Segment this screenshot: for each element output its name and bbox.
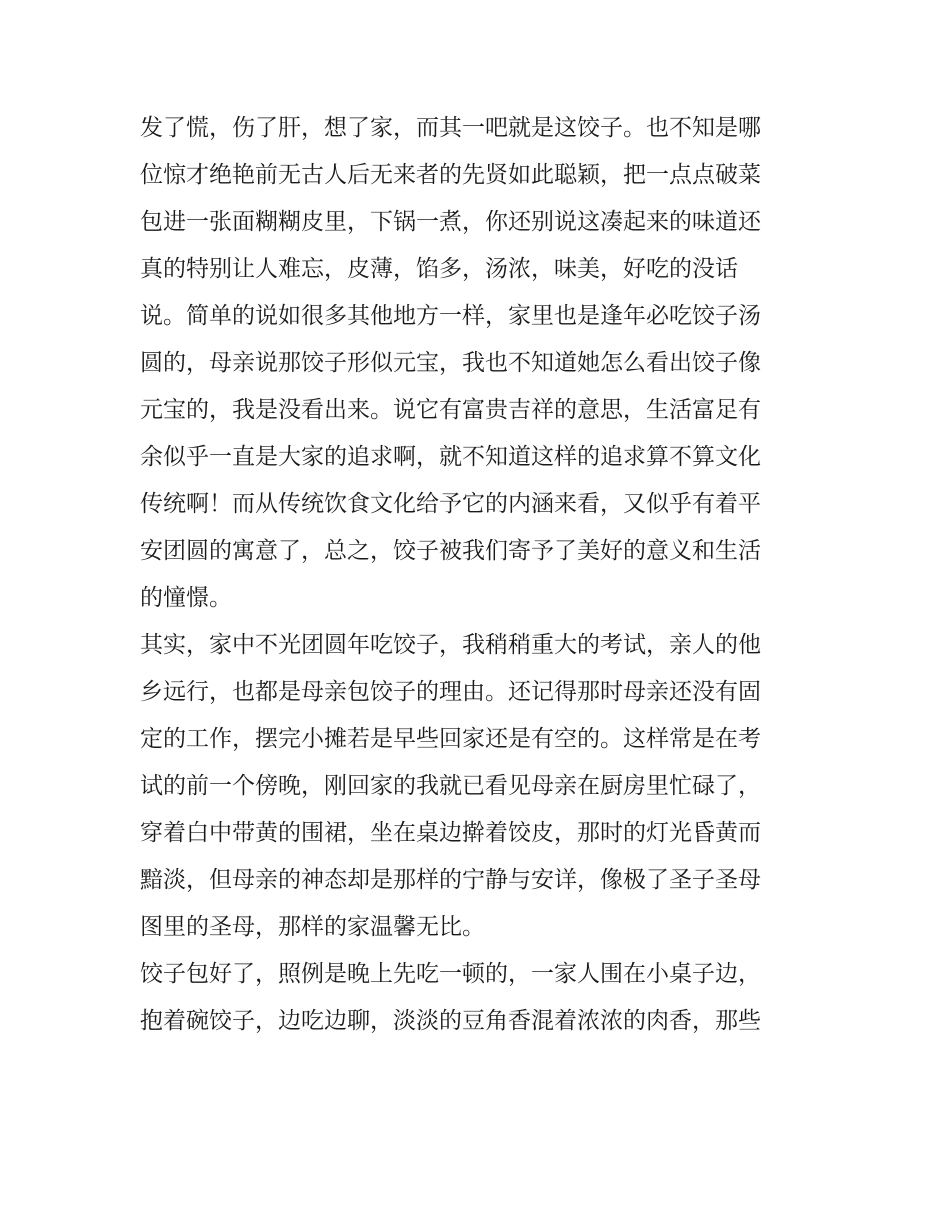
text-line: 元宝的，我是没看出来。说它有富贵吉祥的意思，生活富足有	[140, 397, 761, 423]
text-line: 安团圆的寓意了，总之，饺子被我们寄予了美好的意义和生活	[140, 538, 761, 564]
text-line: 真的特别让人难忘，皮薄，馅多，汤浓，味美，好吃的没话	[140, 256, 738, 282]
text-line: 位惊才绝艳前无古人后无来者的先贤如此聪颖，把一点点破菜	[140, 162, 761, 188]
text-line: 发了慌，伤了肝，想了家，而其一吧就是这饺子。也不知是哪	[140, 115, 761, 141]
text-line: 定的工作，摆完小摊若是早些回家还是有空的。这样常是在考	[140, 726, 761, 752]
text-line: 说。简单的说如很多其他地方一样，家里也是逢年必吃饺子汤	[140, 303, 761, 329]
body-text	[140, 105, 820, 1045]
text-line: 余似乎一直是大家的追求啊，就不知道这样的追求算不算文化	[140, 444, 761, 470]
text-line: 乡远行，也都是母亲包饺子的理由。还记得那时母亲还没有固	[140, 679, 761, 705]
text-line: 圆的，母亲说那饺子形似元宝，我也不知道她怎么看出饺子像	[140, 350, 761, 376]
text-line: 包进一张面糊糊皮里，下锅一煮，你还别说这凑起来的味道还	[140, 209, 761, 235]
text-line: 图里的圣母，那样的家温馨无比。	[140, 914, 485, 940]
text-line: 饺子包好了，照例是晚上先吃一顿的，一家人围在小桌子边，	[140, 961, 761, 987]
text-line: 试的前一个傍晚，刚回家的我就已看见母亲在厨房里忙碌了，	[140, 773, 761, 799]
text-line: 黯淡，但母亲的神态却是那样的宁静与安详，像极了圣子圣母	[140, 867, 761, 893]
text-line: 其实，家中不光团圆年吃饺子，我稍稍重大的考试，亲人的他	[140, 632, 761, 658]
text-line: 抱着碗饺子，边吃边聊，淡淡的豆角香混着浓浓的肉香，那些	[140, 1008, 761, 1034]
text-line: 的憧憬。	[140, 585, 232, 611]
text-line: 穿着白中带黄的围裙，坐在桌边擀着饺皮，那时的灯光昏黄而	[140, 820, 761, 846]
text-line: 传统啊！而从传统饮食文化给予它的内涵来看，又似乎有着平	[140, 491, 761, 517]
